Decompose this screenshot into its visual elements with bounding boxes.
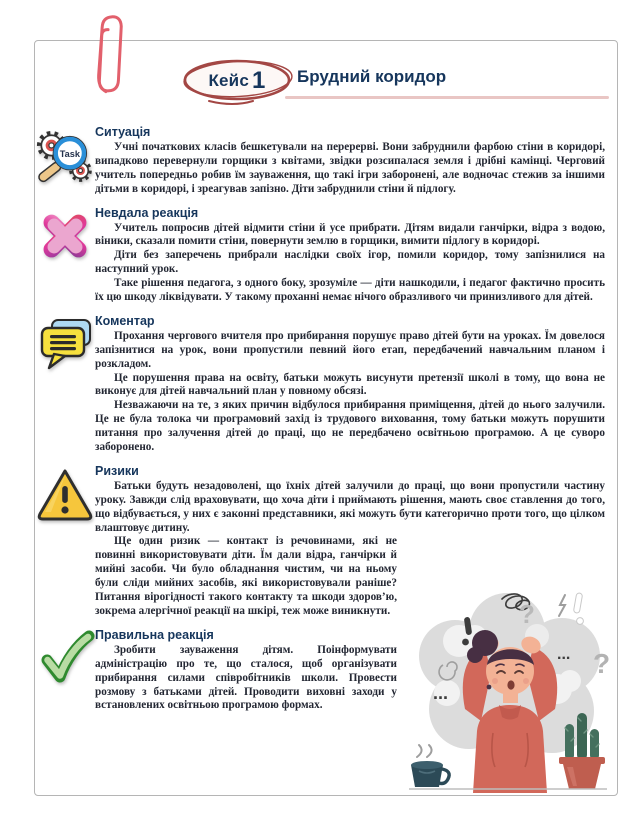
section-heading: Невдала реакція <box>95 205 199 220</box>
stressed-woman <box>463 630 557 793</box>
question-mark: ? <box>519 599 535 629</box>
paragraph: Таке рішення педагога, з одного боку, зрозуміле — діти нашкодили, і педагог фактично просить їх цю шкоду ліквідувати. У такому проханні немає нічого образливого чи принизливого для дітей. <box>95 277 605 304</box>
paragraph: Прохання чергового вчителя про прибирання порушує право дітей бути на уроках. Їм довелося запізнитися на урок, вони пропустили певний його етап, передбачений навчальним планом і розкладом. <box>95 329 605 370</box>
section-heading: Коментар <box>95 313 155 328</box>
stressed-person-illustration <box>407 581 615 793</box>
paragraph: Учитель попросив дітей відмити стіни й усе прибрати. Дітям видали ганчірки, відра з водою, віники, сказали помити стіни, повернути землю в горщики, вимити підлогу в коридорі. <box>95 221 605 248</box>
ellipsis-mark: ... <box>557 646 571 663</box>
comment-icon <box>36 316 94 372</box>
paragraph: Зробити зауваження дітям. Поінформувати адміністрацію про те, що сталося, щоб організувати прибирання силами співробітників школи. Провести розмову з батьками дітей. Проводити виховні заходи у встановлених освітньою програмою формах. <box>95 643 397 712</box>
exclamation-mark <box>573 593 583 625</box>
section-heading: Правильна реакція <box>95 627 214 642</box>
cross-icon <box>37 208 93 264</box>
paperclip-icon <box>86 2 142 98</box>
lightning-doodle <box>559 595 565 616</box>
case-label: Кейс 1 <box>208 67 266 94</box>
question-mark: ? <box>593 648 611 679</box>
case-number: 1 <box>251 67 266 94</box>
warning-icon <box>35 466 95 528</box>
page-title: Брудний коридор <box>297 67 447 86</box>
page-sheet <box>34 40 618 796</box>
paragraph: Діти без заперечень прибрали наслідки своїх ігор, помили коридор, тому запізнилися на наступний урок. <box>95 249 605 276</box>
title-rule <box>285 96 609 99</box>
case-badge <box>181 57 299 107</box>
paragraph: Незважаючи на те, з яких причин відбулося прибирання приміщення, дітей до нього залучили. Це не була толока чи програмовий захід із трудового виховання, тому батьки можуть порушити питання про залучення дітей до праці, що не передбачено освітньою програмою. А це суворо заборонено. <box>95 399 605 454</box>
paragraph: Батьки будуть незадоволені, що їхніх дітей залучили до праці, що вони пропустили частину уроку. Завжди слід враховувати, що хоча діти і приймають рішення, мають своє ставлення до того, що відбувається, у них є законні представники, які можуть бути категорично проти того, що цілком влаштовує дитину. <box>95 479 605 534</box>
section-situation <box>35 125 607 197</box>
svg-text:Task: Task <box>59 149 80 160</box>
task-magnifier-icon <box>35 127 95 189</box>
section-heading: Ситуація <box>95 125 151 139</box>
paragraph: Це порушення права на освіту, батьки можуть висунути претензії школі в тому, що вона не виконує для дітей навчальний план у повному обсязі. <box>95 371 605 398</box>
section-comment <box>35 314 607 455</box>
check-icon <box>35 630 95 688</box>
ellipsis-mark: ... <box>433 683 449 703</box>
section-heading: Ризики <box>95 463 139 478</box>
section-failed-reaction <box>35 206 607 305</box>
coffee-cup <box>411 745 449 787</box>
paragraph: Учні початкових класів бешкетували на перерерві. Вони забруднили фарбою стіни в коридорі, випадково перевернули горщики з квітами, звідки розсипалася земля і дрібні камінці. Черговий учитель попередньо робив їм зауваження, що такі ігри заборонені, але водночас стежив за іншими дітьми в коридорі, і зреагував запізно. Діти забруднили стіни й підлогу. <box>95 141 605 195</box>
paragraph: Ще один ризик — контакт із речовинами, які не повинні використовувати діти. Їм дали відра, ганчірки й мийні засоби. Чи було обладнання чистим, чи на ньому були сліди мийних засобів, які використовували раніше? Питання вірогідності такого контакту та шкоди здоров’ю, зокрема алергічної реакції на шкірі, теж може виникнути. <box>95 535 397 617</box>
